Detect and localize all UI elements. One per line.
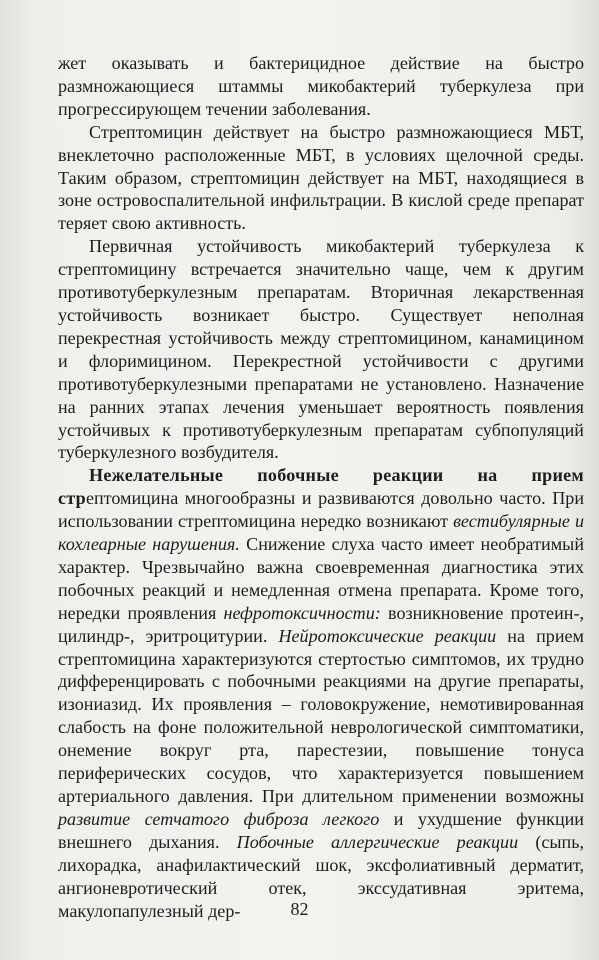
text-segment: на прием стрептомицина характеризуются стертостью симптомов, их трудно дифференцировать с побочными реакциями на другие препараты, изониазид. Их проявления – головокружение, немотивированная слабость на фоне положительной неврологической симптоматики, онемение вокруг рта, парестезии, повышение тонуса периферических сосудов, что характеризуется повышением артериального давления. При длительном применении возможны (58, 625, 584, 806)
text-segment: Первичная устойчивость микобактерий туберкулеза к стрептомицину встречается значительно чаще, чем к другим противотуберкулезным препаратам. Вторичная лекарственная устойчивость возникает быстро. Существует неполная перекрестная устойчивость между стрептомицином, канамицином и флоримицином. Перекрестной устойчивости с другими противотуберкулезными препаратами не установлено. Назначение на ранних этапах лечения уменьшает вероятность появления устойчивых к противотуберкулезным препаратам субпопуляций туберкулезного возбудителя. (58, 236, 584, 463)
text-segment: Стрептомицин действует на быстро размножающиеся МБТ, внеклеточно расположенные МБТ, в условиях щелочной среды. Таким образом, стрептомицин действует на МБТ, находящиеся в зоне островоспалительной инфильтрации. В кислой среде препарат теряет свою активность. (58, 121, 584, 234)
text-segment: и ухудшение функции внешнего дыхания. (58, 808, 584, 852)
paragraph-continuation (58, 52, 584, 121)
italic-term: нефротоксичности: (223, 602, 381, 623)
italic-term: Побочные аллергические реакции (236, 831, 519, 852)
text-segment: ептомицина многообразны и развиваются довольно часто. При использовании стрептомицина нередко возникают (58, 488, 584, 532)
page-number: 82 (290, 899, 309, 919)
paragraph-resistance (58, 235, 584, 464)
text-segment: Снижение слуха часто имеет необратимый характер. Чрезвычайно важна своевременная диагностика этих побочных реакций и немедленная отмена препарата. Кроме того, нередки проявления (58, 534, 585, 623)
italic-term: вестибулярные и кохлеарные нарушения. (58, 511, 584, 555)
text-segment: (сыпь, лихорадка, анафилактический шок, эксфолиативный дерматит, ангионевротический отек, экссудативная эритема, макулопапулезный дер- (58, 831, 584, 921)
text-segment: жет оказывать и бактерицидное действие на быстро размножающиеся штаммы микобактерий туберкулеза при прогрессирующем течении заболевания. (58, 53, 584, 119)
italic-term: Нейротоксические реакции (278, 625, 497, 646)
paragraph-side-effects (58, 464, 584, 922)
paragraph-streptomycin-action (58, 121, 584, 236)
italic-term: развитие сетчатого фиброза легкого (58, 808, 380, 829)
body-text (58, 52, 584, 922)
bold-heading-run: Нежелательные побочные реакции на прием стр (58, 465, 584, 509)
text-segment: возникновение протеин-, цилиндр-, эритроцитурии. (58, 602, 584, 646)
